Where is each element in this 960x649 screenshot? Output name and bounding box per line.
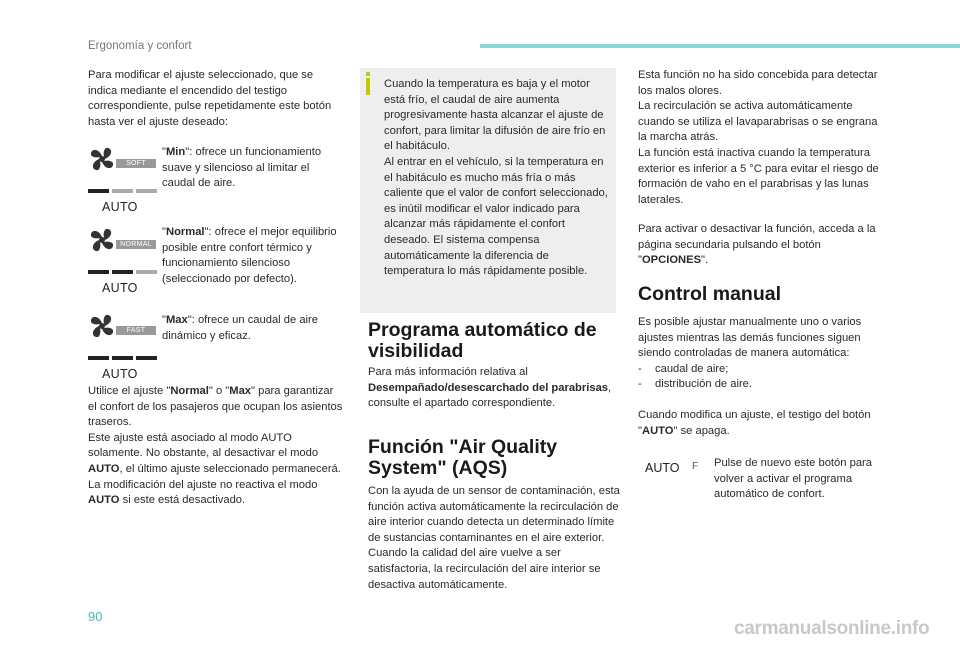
auto-reactivate-text: Pulse de nuevo este botón para volver a activar el programa automático de confort. [714,457,872,501]
mode-badge: NORMAL [116,240,156,249]
auto-off-paragraph: Cuando modifica un ajuste, el testigo del botón "AUTO" se apaga. [638,409,871,437]
info-icon-dot [366,72,370,76]
fan-normal-control[interactable] [88,226,168,306]
intro-paragraph: Para modificar el ajuste seleccionado, que se indica mediante el encendido del testigo correspondiente, pulse repetidamente este botón hasta ver el ajuste deseado: [88,69,332,128]
info-icon [366,78,370,95]
auto-button[interactable]: AUTO [645,461,680,475]
mode-badge: SOFT [116,159,156,168]
fan-icon [88,312,116,340]
mode-name: Max [165,314,188,326]
level-indicator [88,189,158,193]
checkbox-bullet-icon: F [692,461,699,472]
aqs-paragraph: Con la ayuda de un sensor de contaminación, esta función activa automáticamente la recirculación de aire interior cuando detecta un determinado límite de sustancias contaminantes en el aire exterior. Cuando la calidad del aire vuelve a ser satisfactoria, la recirculación del aire interior se desactiva automáticamente. [368,485,620,591]
heading-visibility: Programa automático de visibilidad [368,319,597,362]
manual-paragraph: Es posible ajustar manualmente uno o varios ajustes mientras las demás funciones siguen siendo controladas de manera automática: - caudal de aire; - distribución de aire. [638,315,888,393]
watermark-logo: carmanualsonline.info [734,618,930,639]
mode-badge: FAST [116,326,156,335]
mode-name: Normal [165,226,205,238]
fan-fast-control[interactable] [88,312,168,392]
heading-aqs: Función "Air Quality System" (AQS) [368,436,558,479]
list-item: - caudal de aire; [638,362,729,375]
level-indicator [88,270,158,274]
page-number: 90 [88,609,103,624]
section-header: Ergonomía y confort [88,40,192,52]
mode-normal-description: "Normal": ofrece el mejor equilibrio posible entre confort térmico y funcionamiento silencioso (seleccionado por defecto). [162,226,337,285]
fan-icon [88,145,116,173]
mode-max-description: "Max": ofrece un caudal de aire dinámico y eficaz. [162,314,318,342]
auto-label: AUTO [102,367,138,381]
level-indicator [88,356,158,360]
settings-paragraph: Utilice el ajuste "Normal" o "Max" para garantizar el confort de los pasajeros que ocupan los asientos traseros. Este ajuste está asociado al modo AUTO solamente. No obstante, al desactivar el modo AUTO, el último ajuste seleccionado permanecerá. La modificación del ajuste no reactiva el modo AUTO si este está desactivado. [88,385,343,507]
visibility-paragraph: Para más información relativa al Desempañado/desescarchado del parabrisas, consulte el apartado correspondiente. [368,366,612,410]
heading-manual-control: Control manual [638,283,782,305]
options-paragraph: Para activar o desactivar la función, acceda a la página secundaria pulsando el botón "OPCIONES". [638,223,876,267]
auto-label: AUTO [102,281,138,295]
mode-min-description: "Min": ofrece un funcionamiento suave y silencioso al limitar el caudal de aire. [162,146,322,190]
fan-icon [88,226,116,254]
header-accent-bar [480,44,960,48]
recirculation-paragraph: Esta función no ha sido concebida para detectar los malos olores. La recirculación se activa automáticamente cuando se utiliza el lavaparabrisas o se engrana la marcha atrás. La función está inactiva cuando la temperatura exterior es inferior a 5 °C para evitar el riesgo de formación de vaho en el parabrisas y las lunas laterales. [638,69,879,206]
info-note-text: Cuando la temperatura es baja y el motor está frío, el caudal de aire aumenta progresivamente hasta alcanzar el ajuste de confort, para limitar la difusión de aire frío en el habitáculo. Al entrar en el vehículo, si la temperatura en el habitáculo es mucho más fría o más caliente que el valor de confort seleccionado, es inútil modificar el valor indicado para alcanzar más rápidamente el confort deseado. El sistema compensa automáticamente la diferencia de temperatura lo más rápidamente posible. [384,78,608,278]
mode-name: Min [165,146,186,158]
auto-label: AUTO [102,200,138,214]
fan-soft-control[interactable] [88,145,168,225]
list-item: - distribución de aire. [638,378,753,391]
